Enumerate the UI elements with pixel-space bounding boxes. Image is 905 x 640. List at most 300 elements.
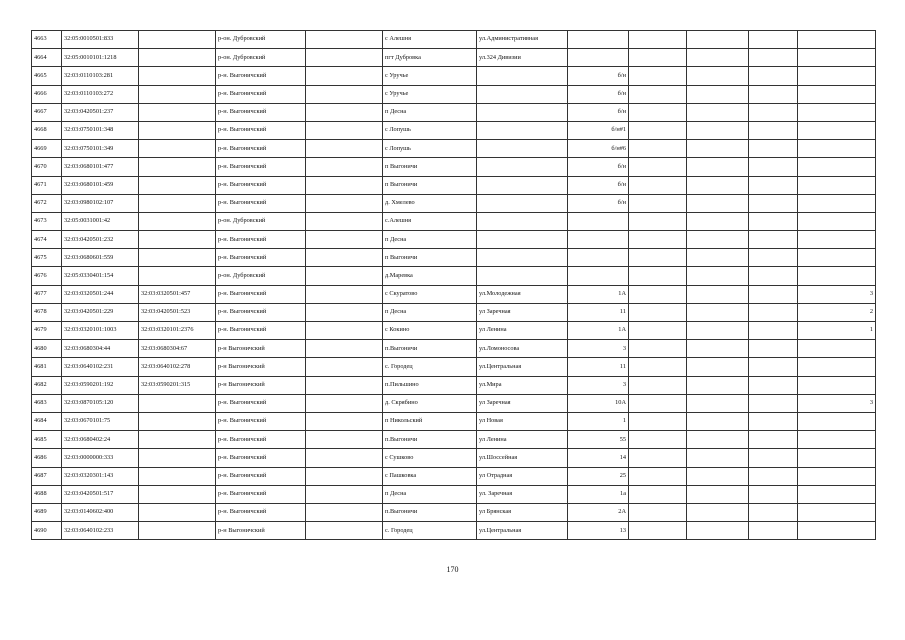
table-cell-house: б/н#1 — [568, 121, 629, 139]
table-cell-extra2 — [749, 376, 798, 394]
table-cell-settlement: д. Хмелево — [383, 194, 477, 212]
table-cell-no: 4664 — [32, 49, 62, 67]
table-cell-extra2 — [749, 67, 798, 85]
table-cell-district: р-н. Выгоничский — [216, 285, 306, 303]
table-cell-settlement: с Сушково — [383, 449, 477, 467]
table-cell-house: 3 — [568, 340, 629, 358]
table-cell-extra3 — [798, 467, 876, 485]
table-cell-no: 4673 — [32, 212, 62, 230]
table-cell-extra1 — [687, 103, 749, 121]
table-cell-extra3 — [798, 249, 876, 267]
table-cell-extra3 — [798, 267, 876, 285]
table-cell-settlement: с. Городец — [383, 522, 477, 540]
table-cell-settlement: п Выгоничи — [383, 158, 477, 176]
table-cell-alt-cadastral-number: 32:03:0680304:67 — [139, 340, 216, 358]
table-cell-blank — [306, 176, 383, 194]
table-cell-street — [477, 231, 568, 249]
table-cell-alt-cadastral-number — [139, 503, 216, 521]
table-cell-cadastral-number: 32:05:0010501:833 — [62, 31, 139, 49]
table-cell-extra1 — [687, 231, 749, 249]
table-cell-cadastral-number: 32:03:0420501:229 — [62, 303, 139, 321]
table-cell-alt-cadastral-number — [139, 267, 216, 285]
table-cell-street: ул. Заречная — [477, 485, 568, 503]
table-cell-extra3 — [798, 103, 876, 121]
table-cell-district: р-н. Выгоничский — [216, 249, 306, 267]
table-row — [32, 340, 876, 358]
table-cell-blank — [306, 467, 383, 485]
table-row — [32, 485, 876, 503]
table-cell-blank — [306, 322, 383, 340]
table-cell-extra1 — [687, 140, 749, 158]
table-cell-house: 2А — [568, 503, 629, 521]
table-cell-extra2 — [749, 121, 798, 139]
table-cell-street: ул Заречная — [477, 303, 568, 321]
table-cell-apartment — [629, 467, 687, 485]
table-cell-house — [568, 267, 629, 285]
table-cell-cadastral-number: 32:03:0680601:559 — [62, 249, 139, 267]
table-cell-extra3 — [798, 67, 876, 85]
page-number: 170 — [446, 565, 459, 574]
table-cell-extra2 — [749, 522, 798, 540]
table-cell-alt-cadastral-number — [139, 158, 216, 176]
table-body — [32, 31, 876, 540]
table-cell-extra1 — [687, 340, 749, 358]
table-cell-extra3: 2 — [798, 303, 876, 321]
table-cell-blank — [306, 249, 383, 267]
table-cell-alt-cadastral-number — [139, 67, 216, 85]
table-cell-apartment — [629, 449, 687, 467]
table-cell-no: 4677 — [32, 285, 62, 303]
table-cell-alt-cadastral-number — [139, 485, 216, 503]
table-row — [32, 85, 876, 103]
table-cell-no: 4667 — [32, 103, 62, 121]
table-cell-house: б/н — [568, 85, 629, 103]
table-cell-settlement: д. Скрябино — [383, 394, 477, 412]
table-cell-cadastral-number: 32:03:0140602:400 — [62, 503, 139, 521]
table-cell-blank — [306, 67, 383, 85]
table-cell-house — [568, 231, 629, 249]
table-cell-blank — [306, 431, 383, 449]
table-cell-district: р-н. Выгоничский — [216, 194, 306, 212]
table-cell-extra2 — [749, 49, 798, 67]
table-cell-blank — [306, 303, 383, 321]
table-cell-extra1 — [687, 503, 749, 521]
table-cell-extra2 — [749, 431, 798, 449]
table-cell-blank — [306, 340, 383, 358]
table-cell-blank — [306, 394, 383, 412]
table-cell-house: 11 — [568, 358, 629, 376]
table-cell-no: 4675 — [32, 249, 62, 267]
table-cell-extra2 — [749, 140, 798, 158]
table-cell-blank — [306, 85, 383, 103]
table-cell-house: б/н — [568, 176, 629, 194]
table-cell-extra1 — [687, 394, 749, 412]
table-cell-house: 25 — [568, 467, 629, 485]
table-cell-street — [477, 103, 568, 121]
table-cell-apartment — [629, 267, 687, 285]
table-cell-extra2 — [749, 412, 798, 430]
table-cell-district: р-н. Выгоничский — [216, 503, 306, 521]
table-cell-district: р-н. Выгоничский — [216, 140, 306, 158]
table-cell-settlement: с Алешня — [383, 31, 477, 49]
table-cell-extra1 — [687, 412, 749, 430]
table-cell-street: ул Ленина — [477, 322, 568, 340]
table-cell-house — [568, 31, 629, 49]
table-cell-blank — [306, 522, 383, 540]
table-cell-settlement: с. Городец — [383, 358, 477, 376]
table-cell-cadastral-number: 32:03:0590201:192 — [62, 376, 139, 394]
table-cell-extra2 — [749, 267, 798, 285]
table-cell-extra1 — [687, 485, 749, 503]
table-cell-extra3 — [798, 340, 876, 358]
table-cell-extra3 — [798, 231, 876, 249]
table-cell-district: р-н. Выгоничский — [216, 176, 306, 194]
table-cell-no: 4687 — [32, 467, 62, 485]
table-cell-street: ул Заречная — [477, 394, 568, 412]
table-cell-extra1 — [687, 85, 749, 103]
table-row — [32, 394, 876, 412]
table-cell-house: 1а — [568, 485, 629, 503]
table-cell-no: 4672 — [32, 194, 62, 212]
table-cell-district: р-н. Выгоничский — [216, 485, 306, 503]
table-cell-extra2 — [749, 231, 798, 249]
table-row — [32, 467, 876, 485]
table-cell-house: б/н — [568, 103, 629, 121]
table-cell-district: р-н. Выгоничский — [216, 412, 306, 430]
table-cell-no: 4678 — [32, 303, 62, 321]
table-cell-no: 4684 — [32, 412, 62, 430]
table-cell-alt-cadastral-number — [139, 49, 216, 67]
table-cell-blank — [306, 121, 383, 139]
table-row — [32, 449, 876, 467]
table-cell-no: 4686 — [32, 449, 62, 467]
table-cell-apartment — [629, 303, 687, 321]
table-cell-extra2 — [749, 322, 798, 340]
table-cell-street: ул.Мира — [477, 376, 568, 394]
table-cell-street: ул.Центральная — [477, 358, 568, 376]
table-cell-extra1 — [687, 449, 749, 467]
table-cell-street — [477, 249, 568, 267]
table-cell-extra2 — [749, 503, 798, 521]
table-row — [32, 121, 876, 139]
table-cell-cadastral-number: 32:03:0320501:244 — [62, 285, 139, 303]
table-cell-extra2 — [749, 158, 798, 176]
table-cell-street: ул.Центральная — [477, 522, 568, 540]
table-cell-house — [568, 249, 629, 267]
table-cell-extra1 — [687, 158, 749, 176]
table-cell-settlement: с Лопушь — [383, 121, 477, 139]
table-cell-settlement: п Десна — [383, 103, 477, 121]
table-cell-no: 4666 — [32, 85, 62, 103]
table-cell-settlement: п.Выгоничи — [383, 431, 477, 449]
table-cell-cadastral-number: 32:03:0320301:143 — [62, 467, 139, 485]
registry-table — [31, 30, 876, 540]
table-cell-extra3: 3 — [798, 394, 876, 412]
table-cell-cadastral-number: 32:03:0750101:349 — [62, 140, 139, 158]
table-cell-settlement: п.Выгоничи — [383, 503, 477, 521]
table-row — [32, 103, 876, 121]
table-cell-cadastral-number: 32:03:0420501:237 — [62, 103, 139, 121]
table-cell-street — [477, 176, 568, 194]
table-row — [32, 49, 876, 67]
table-cell-street: ул Ленина — [477, 431, 568, 449]
table-cell-blank — [306, 158, 383, 176]
table-cell-district: р-н Выгоничский — [216, 358, 306, 376]
table-cell-extra1 — [687, 31, 749, 49]
table-cell-no: 4674 — [32, 231, 62, 249]
table-cell-alt-cadastral-number — [139, 85, 216, 103]
table-cell-blank — [306, 376, 383, 394]
table-cell-no: 4682 — [32, 376, 62, 394]
table-cell-cadastral-number: 32:03:0680304:44 — [62, 340, 139, 358]
table-cell-house: б/н — [568, 67, 629, 85]
table-cell-apartment — [629, 412, 687, 430]
table-row — [32, 503, 876, 521]
table-cell-apartment — [629, 340, 687, 358]
table-cell-alt-cadastral-number: 32:03:0320501:457 — [139, 285, 216, 303]
table-cell-extra3 — [798, 85, 876, 103]
table-row — [32, 376, 876, 394]
table-cell-extra2 — [749, 467, 798, 485]
table-row — [32, 176, 876, 194]
table-cell-no: 4688 — [32, 485, 62, 503]
table-cell-cadastral-number: 32:03:0320101:1003 — [62, 322, 139, 340]
table-cell-street: ул.Административная — [477, 31, 568, 49]
table-cell-extra3 — [798, 176, 876, 194]
table-cell-blank — [306, 285, 383, 303]
table-row — [32, 522, 876, 540]
table-cell-alt-cadastral-number: 32:03:0420501:523 — [139, 303, 216, 321]
table-cell-settlement: п Выгоничи — [383, 176, 477, 194]
table-cell-blank — [306, 412, 383, 430]
table-cell-apartment — [629, 194, 687, 212]
table-cell-apartment — [629, 103, 687, 121]
table-cell-extra3 — [798, 49, 876, 67]
table-cell-settlement: пгт Дубровка — [383, 49, 477, 67]
table-cell-house: б/н — [568, 194, 629, 212]
table-cell-cadastral-number: 32:03:0000000:333 — [62, 449, 139, 467]
table-cell-street: ул.Шоссейная — [477, 449, 568, 467]
table-cell-extra2 — [749, 358, 798, 376]
table-cell-alt-cadastral-number — [139, 412, 216, 430]
table-cell-cadastral-number: 32:03:0420501:517 — [62, 485, 139, 503]
table-cell-no: 4670 — [32, 158, 62, 176]
table-cell-cadastral-number: 32:03:0110103:272 — [62, 85, 139, 103]
table-cell-extra3 — [798, 121, 876, 139]
table-row — [32, 212, 876, 230]
table-cell-street — [477, 121, 568, 139]
table-cell-street — [477, 85, 568, 103]
table-cell-house: 1А — [568, 322, 629, 340]
table-cell-street: ул Новая — [477, 412, 568, 430]
table-cell-alt-cadastral-number — [139, 249, 216, 267]
table-cell-blank — [306, 103, 383, 121]
table-cell-extra2 — [749, 194, 798, 212]
table-cell-house: 55 — [568, 431, 629, 449]
table-cell-extra3 — [798, 431, 876, 449]
table-cell-extra2 — [749, 394, 798, 412]
table-cell-alt-cadastral-number — [139, 140, 216, 158]
table-cell-cadastral-number: 32:03:0640102:231 — [62, 358, 139, 376]
table-cell-house — [568, 49, 629, 67]
table-cell-district: р-н Выгоничский — [216, 522, 306, 540]
table-row — [32, 231, 876, 249]
table-cell-apartment — [629, 158, 687, 176]
table-cell-apartment — [629, 249, 687, 267]
table-cell-apartment — [629, 31, 687, 49]
table-cell-extra1 — [687, 285, 749, 303]
table-cell-alt-cadastral-number — [139, 103, 216, 121]
table-cell-cadastral-number: 32:03:0680402:24 — [62, 431, 139, 449]
table-cell-district: р-он. Дубровский — [216, 49, 306, 67]
table-cell-alt-cadastral-number — [139, 194, 216, 212]
table-cell-cadastral-number: 32:03:0640102:233 — [62, 522, 139, 540]
table-cell-apartment — [629, 176, 687, 194]
table-cell-apartment — [629, 285, 687, 303]
table-row — [32, 67, 876, 85]
table-cell-settlement: с Скуратово — [383, 285, 477, 303]
table-cell-apartment — [629, 67, 687, 85]
table-cell-house: 1А — [568, 285, 629, 303]
table-cell-extra3 — [798, 522, 876, 540]
table-cell-cadastral-number: 32:03:0870105:120 — [62, 394, 139, 412]
table-cell-district: р-н. Выгоничский — [216, 467, 306, 485]
table-cell-settlement: п Никольский — [383, 412, 477, 430]
table-cell-cadastral-number: 32:03:0980102:107 — [62, 194, 139, 212]
table-cell-apartment — [629, 49, 687, 67]
table-cell-district: р-он. Дубровский — [216, 267, 306, 285]
table-cell-house: 10А — [568, 394, 629, 412]
table-cell-extra1 — [687, 376, 749, 394]
table-cell-district: р-н. Выгоничский — [216, 431, 306, 449]
table-cell-alt-cadastral-number — [139, 394, 216, 412]
table-cell-extra3 — [798, 358, 876, 376]
table-cell-alt-cadastral-number — [139, 31, 216, 49]
table-cell-settlement: п Десна — [383, 303, 477, 321]
table-cell-cadastral-number: 32:03:0110103:281 — [62, 67, 139, 85]
table-cell-street: ул Отрадная — [477, 467, 568, 485]
table-cell-alt-cadastral-number: 32:03:0320101:2376 — [139, 322, 216, 340]
table-cell-apartment — [629, 212, 687, 230]
table-row — [32, 285, 876, 303]
table-cell-extra3 — [798, 140, 876, 158]
table-cell-settlement: п Выгоничи — [383, 249, 477, 267]
table-cell-blank — [306, 503, 383, 521]
table-cell-apartment — [629, 376, 687, 394]
table-cell-blank — [306, 31, 383, 49]
table-cell-extra3 — [798, 212, 876, 230]
table-cell-alt-cadastral-number — [139, 212, 216, 230]
table-cell-apartment — [629, 431, 687, 449]
table-cell-settlement: с Пашковка — [383, 467, 477, 485]
table-cell-no: 4676 — [32, 267, 62, 285]
table-cell-extra1 — [687, 522, 749, 540]
table-cell-extra2 — [749, 212, 798, 230]
table-cell-alt-cadastral-number — [139, 522, 216, 540]
table-cell-extra1 — [687, 303, 749, 321]
table-row — [32, 358, 876, 376]
table-cell-blank — [306, 140, 383, 158]
table-cell-alt-cadastral-number — [139, 431, 216, 449]
table-cell-cadastral-number: 32:03:0420501:232 — [62, 231, 139, 249]
table-cell-blank — [306, 267, 383, 285]
table-cell-no: 4669 — [32, 140, 62, 158]
table-cell-extra3 — [798, 503, 876, 521]
table-cell-street — [477, 140, 568, 158]
table-cell-house: 11 — [568, 303, 629, 321]
table-cell-settlement: п Десна — [383, 231, 477, 249]
table-cell-apartment — [629, 322, 687, 340]
table-cell-apartment — [629, 85, 687, 103]
table-cell-apartment — [629, 394, 687, 412]
table-row — [32, 322, 876, 340]
table-cell-cadastral-number: 32:03:0670101:75 — [62, 412, 139, 430]
table-cell-house: 1 — [568, 412, 629, 430]
table-cell-alt-cadastral-number: 32:03:0640102:278 — [139, 358, 216, 376]
table-cell-blank — [306, 449, 383, 467]
table-cell-apartment — [629, 140, 687, 158]
table-cell-cadastral-number: 32:05:0031001:42 — [62, 212, 139, 230]
table-cell-alt-cadastral-number: 32:03:0590201:315 — [139, 376, 216, 394]
table-cell-street: ул Брянская — [477, 503, 568, 521]
table-cell-settlement: с Кокино — [383, 322, 477, 340]
table-cell-extra2 — [749, 303, 798, 321]
table-row — [32, 267, 876, 285]
table-cell-apartment — [629, 485, 687, 503]
table-cell-blank — [306, 231, 383, 249]
table-cell-district: р-н. Выгоничский — [216, 103, 306, 121]
table-cell-extra1 — [687, 194, 749, 212]
table-cell-extra1 — [687, 121, 749, 139]
table-cell-extra3 — [798, 158, 876, 176]
table-cell-street: ул.Ломоносова — [477, 340, 568, 358]
table-cell-blank — [306, 49, 383, 67]
table-cell-extra1 — [687, 431, 749, 449]
table-row — [32, 158, 876, 176]
table-cell-cadastral-number: 32:03:0750101:348 — [62, 121, 139, 139]
table-cell-extra3 — [798, 412, 876, 430]
table-cell-street — [477, 212, 568, 230]
table-cell-cadastral-number: 32:05:0010101:1218 — [62, 49, 139, 67]
table-cell-street — [477, 194, 568, 212]
table-cell-extra2 — [749, 85, 798, 103]
table-cell-extra3 — [798, 194, 876, 212]
table-row — [32, 431, 876, 449]
table-cell-house — [568, 212, 629, 230]
table-cell-district: р-н. Выгоничский — [216, 394, 306, 412]
table-cell-extra1 — [687, 358, 749, 376]
table-row — [32, 31, 876, 49]
table-row — [32, 140, 876, 158]
table-row — [32, 194, 876, 212]
table-cell-extra2 — [749, 103, 798, 121]
table-cell-extra3 — [798, 376, 876, 394]
table-cell-settlement: п.Пильшино — [383, 376, 477, 394]
table-cell-extra3: 3 — [798, 285, 876, 303]
table-cell-settlement: п.Выгоничи — [383, 340, 477, 358]
table-cell-extra2 — [749, 285, 798, 303]
table-cell-no: 4663 — [32, 31, 62, 49]
table-cell-cadastral-number: 32:03:0680101:477 — [62, 158, 139, 176]
table-cell-extra1 — [687, 267, 749, 285]
table-row — [32, 412, 876, 430]
table-cell-extra2 — [749, 485, 798, 503]
table-cell-extra1 — [687, 49, 749, 67]
table-row — [32, 303, 876, 321]
table-cell-district: р-н. Выгоничский — [216, 85, 306, 103]
table-cell-apartment — [629, 121, 687, 139]
table-cell-extra1 — [687, 322, 749, 340]
